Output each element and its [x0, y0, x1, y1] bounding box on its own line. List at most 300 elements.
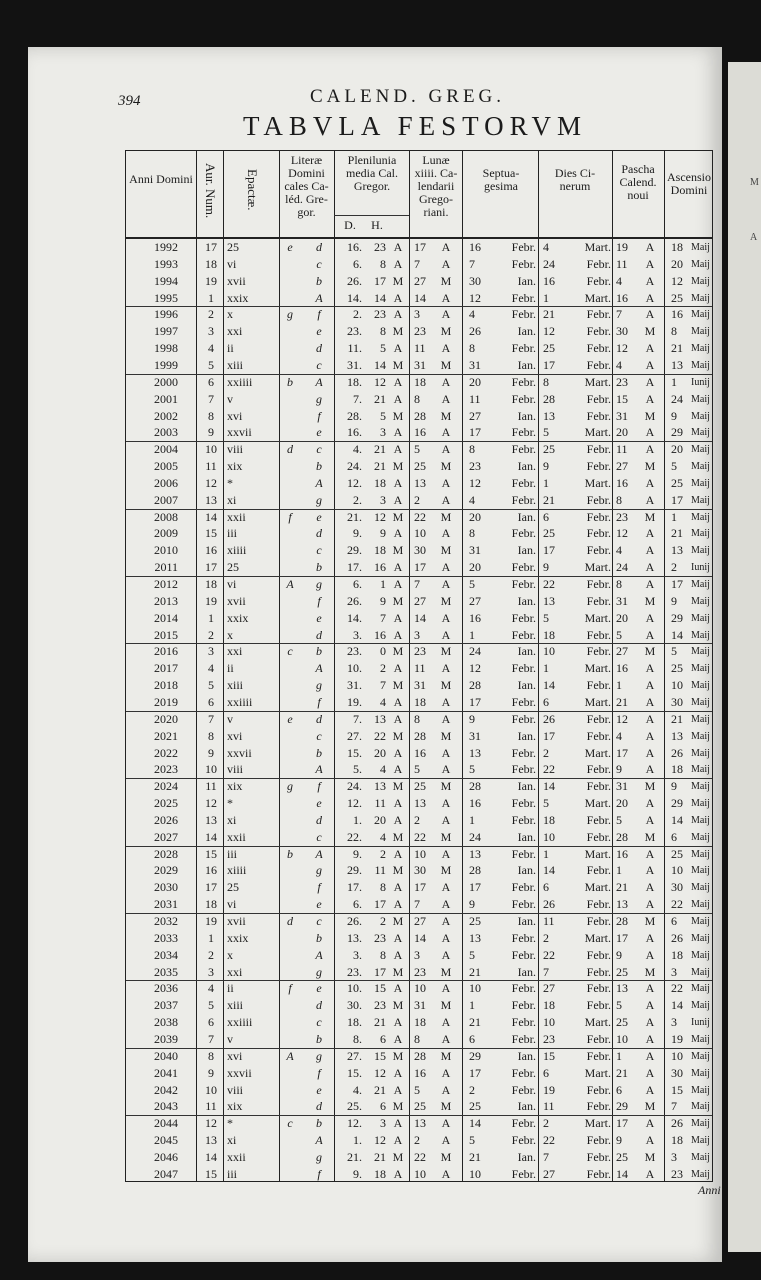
cell-ph: 12: [374, 374, 386, 389]
cell-cm: Mart.: [584, 1116, 611, 1131]
cell-cm: Febr.: [586, 459, 611, 474]
cell-pl: A: [393, 1116, 403, 1131]
cell-aur: 13: [205, 492, 217, 507]
cell-ph: 8: [380, 947, 386, 962]
cell-cm: Febr.: [586, 1031, 611, 1046]
cell-year: 2013: [154, 593, 178, 608]
cell-pad: 21: [616, 694, 628, 709]
cell-ld: 25: [414, 459, 426, 474]
cell-ld: 2: [414, 812, 420, 827]
cell-sd: 28: [469, 779, 481, 794]
cell-cm: Febr.: [586, 728, 611, 743]
table-row: [126, 696, 712, 709]
cell-year: 2020: [154, 711, 178, 726]
cell-ld: 30: [414, 543, 426, 558]
table-row: [126, 1100, 712, 1113]
cell-pd: 1.: [353, 812, 362, 827]
cell-sm: Febr.: [511, 492, 536, 507]
cell-am: Maij: [691, 1151, 710, 1163]
cell-ad: 19: [671, 1031, 683, 1046]
cell-am: Maij: [691, 359, 710, 371]
cell-sm: Ian.: [517, 1099, 536, 1114]
cell-pad: 20: [616, 425, 628, 440]
cell-l2: e: [316, 897, 322, 912]
cell-am: Maij: [691, 916, 710, 927]
cell-l2: d: [316, 341, 322, 356]
cell-sm: Febr.: [511, 627, 536, 642]
table-row: [126, 999, 712, 1012]
cell-pal: A: [645, 863, 655, 878]
cell-cm: Mart.: [584, 796, 611, 811]
cell-ll: A: [441, 374, 451, 389]
cell-sd: 17: [469, 1065, 481, 1080]
cell-ph: 18: [374, 543, 386, 558]
cell-ll: M: [440, 408, 452, 423]
cell-cm: Febr.: [586, 998, 611, 1013]
cell-pal: M: [644, 1099, 656, 1114]
cell-ph: 21: [374, 1149, 386, 1164]
cell-ad: 21: [671, 341, 683, 356]
cell-pl: M: [392, 408, 404, 423]
cell-am: Maij: [691, 477, 710, 489]
cell-am: Maij: [691, 882, 710, 894]
cell-pad: 19: [616, 240, 628, 254]
cell-ll: A: [441, 290, 451, 305]
cell-ph: 17: [374, 897, 386, 912]
cell-cm: Febr.: [586, 1166, 611, 1181]
cell-pal: A: [645, 661, 655, 676]
cell-pal: A: [645, 425, 655, 440]
cell-pl: M: [392, 829, 404, 844]
cell-sd: 26: [469, 324, 481, 339]
cell-pl: M: [392, 273, 404, 288]
cell-aur: 7: [208, 391, 214, 406]
cell-aur: 5: [208, 357, 214, 372]
cell-cm: Mart.: [584, 930, 611, 945]
cell-pad: 21: [616, 1065, 628, 1080]
cell-ll: A: [441, 694, 451, 709]
cell-epa: xix: [227, 459, 243, 474]
cell-ld: 23: [414, 964, 426, 979]
cell-l2: g: [316, 863, 322, 878]
cell-ld: 8: [414, 1031, 420, 1046]
cell-ll: A: [441, 577, 451, 591]
cell-cd: 6: [543, 509, 549, 524]
cell-am: Maij: [691, 1118, 710, 1130]
cell-year: 2040: [154, 1048, 178, 1063]
cell-year: 2023: [154, 762, 178, 777]
cell-aur: 2: [208, 307, 214, 322]
cell-sd: 10: [469, 981, 481, 996]
cell-l2: e: [316, 1082, 322, 1097]
cell-ph: 13: [374, 779, 386, 794]
cell-l2: A: [315, 947, 323, 962]
cell-cm: Febr.: [586, 914, 611, 928]
cell-pal: M: [644, 644, 656, 659]
cell-sd: 5: [469, 1133, 475, 1148]
cell-epa: xxii: [227, 1149, 246, 1164]
cell-epa: xiii: [227, 357, 244, 372]
cell-ld: 18: [414, 694, 426, 709]
cell-pl: A: [393, 745, 403, 760]
cell-ll: A: [441, 745, 451, 760]
cell-sm: Ian.: [517, 509, 536, 524]
cell-sm: Ian.: [517, 543, 536, 558]
cell-cm: Febr.: [586, 711, 611, 726]
cell-aur: 2: [208, 947, 214, 962]
cell-ll: A: [441, 711, 451, 726]
cell-aur: 10: [205, 1082, 217, 1097]
cell-ld: 10: [414, 981, 426, 996]
cell-epa: xxvii: [227, 1065, 252, 1080]
cell-cm: Febr.: [586, 593, 611, 608]
cell-epa: x: [227, 307, 233, 322]
header-ascensio: Ascensio Domini: [667, 170, 711, 197]
cell-am: Maij: [691, 1050, 710, 1062]
cell-ad: 12: [671, 273, 683, 288]
cell-pal: M: [644, 459, 656, 474]
cell-cm: Mart.: [584, 560, 611, 575]
cell-am: Maij: [691, 730, 710, 742]
cell-epa: xvi: [227, 1048, 243, 1063]
cell-ph: 15: [374, 981, 386, 996]
cell-am: Maij: [691, 680, 710, 692]
cell-ad: 29: [671, 796, 683, 811]
cell-pd: 8.: [353, 1031, 362, 1046]
cell-sm: Ian.: [517, 829, 536, 844]
cell-cm: Febr.: [586, 543, 611, 558]
cell-pl: A: [393, 1082, 403, 1097]
cell-pal: A: [645, 560, 655, 575]
cell-pl: M: [392, 863, 404, 878]
cell-cd: 15: [543, 1048, 555, 1063]
cell-cm: Febr.: [586, 357, 611, 372]
cell-l1: f: [288, 509, 292, 524]
cell-am: Maij: [691, 949, 710, 961]
table-row: [126, 426, 712, 439]
cell-pd: 11.: [347, 341, 362, 356]
cell-ad: 13: [671, 543, 683, 558]
cell-sd: 31: [469, 543, 481, 558]
cell-sd: 2: [469, 1082, 475, 1097]
cell-pl: M: [392, 1048, 404, 1063]
cell-am: Maij: [691, 1033, 710, 1045]
cell-ad: 23: [671, 1166, 683, 1181]
cell-ad: 10: [671, 1048, 683, 1063]
cell-pad: 9: [616, 762, 622, 777]
cell-l2: b: [316, 745, 322, 760]
table-row: [126, 713, 712, 726]
cell-epa: xxi: [227, 964, 243, 979]
cell-pad: 12: [616, 341, 628, 356]
cell-pd: 21.: [347, 1149, 362, 1164]
cell-sm: Febr.: [511, 812, 536, 827]
cell-sd: 27: [469, 593, 481, 608]
cell-pl: A: [393, 796, 403, 811]
running-head: CALEND. GREG.: [310, 86, 506, 107]
cell-aur: 7: [208, 711, 214, 726]
cell-epa: xiiii: [227, 863, 247, 878]
cell-pd: 5.: [353, 762, 362, 777]
cell-l2: g: [316, 492, 322, 507]
cell-am: Maij: [691, 966, 710, 978]
cell-ad: 20: [671, 442, 683, 457]
cell-ld: 17: [414, 560, 426, 575]
cell-ld: 2: [414, 1133, 420, 1148]
table-row: [126, 1016, 712, 1029]
cell-am: Maij: [691, 899, 710, 911]
cell-year: 2044: [154, 1116, 178, 1131]
cell-pad: 29: [616, 1099, 628, 1114]
cell-pal: A: [645, 880, 655, 895]
cell-ph: 17: [374, 964, 386, 979]
cell-ph: 12: [374, 1133, 386, 1148]
cell-pal: A: [645, 745, 655, 760]
cell-pl: A: [393, 1166, 403, 1181]
cell-pal: A: [645, 930, 655, 945]
cell-pd: 31.: [347, 678, 362, 693]
cell-ll: M: [440, 998, 452, 1013]
cell-am: Maij: [691, 1000, 710, 1012]
cell-year: 2027: [154, 829, 178, 844]
cell-l2: A: [315, 846, 323, 861]
cell-pd: 22.: [347, 829, 362, 844]
cell-ad: 13: [671, 357, 683, 372]
cell-pd: 10.: [347, 661, 362, 676]
cell-pd: 7.: [353, 711, 362, 726]
cell-pad: 12: [616, 711, 628, 726]
cell-ph: 21: [374, 391, 386, 406]
cell-ld: 7: [414, 897, 420, 912]
cell-pad: 27: [616, 459, 628, 474]
cell-l1: c: [287, 644, 293, 659]
cell-l2: e: [316, 610, 322, 625]
cell-cd: 17: [543, 357, 555, 372]
cell-epa: vi: [227, 897, 237, 912]
cell-pl: A: [393, 256, 403, 271]
cell-epa: viii: [227, 442, 244, 457]
cell-pad: 1: [616, 1048, 622, 1063]
cell-cd: 13: [543, 408, 555, 423]
cell-aur: 9: [208, 425, 214, 440]
cell-cd: 24: [543, 256, 555, 271]
table-row: [126, 612, 712, 625]
cell-sm: Ian.: [517, 593, 536, 608]
cell-ad: 25: [671, 661, 683, 676]
cell-ad: 10: [671, 863, 683, 878]
cell-ad: 30: [671, 880, 683, 895]
cell-am: Iunij: [691, 562, 710, 574]
cell-pl: M: [392, 678, 404, 693]
cell-year: 1994: [154, 273, 178, 288]
cell-cd: 26: [543, 711, 555, 726]
cell-pal: A: [645, 812, 655, 827]
cell-year: 2041: [154, 1065, 178, 1080]
cell-sm: Febr.: [511, 307, 536, 322]
cell-pal: M: [644, 779, 656, 794]
cell-ad: 18: [671, 947, 683, 962]
cell-pd: 4.: [353, 442, 362, 457]
cell-pad: 25: [616, 1149, 628, 1164]
cell-aur: 10: [205, 762, 217, 777]
cell-am: Maij: [691, 865, 710, 877]
cell-pal: A: [645, 1133, 655, 1148]
cell-pl: A: [393, 846, 403, 861]
cell-l1: e: [287, 711, 293, 726]
cell-sm: Febr.: [511, 930, 536, 945]
cell-pal: A: [645, 1116, 655, 1131]
cell-pal: A: [645, 442, 655, 457]
cell-pal: A: [645, 981, 655, 996]
cell-epa: *: [227, 796, 233, 811]
cell-cd: 2: [543, 930, 549, 945]
table-row: [126, 898, 712, 911]
cell-pd: 30.: [347, 998, 362, 1013]
cell-sd: 5: [469, 577, 475, 591]
cell-ad: 1: [671, 374, 677, 389]
cell-pl: A: [393, 897, 403, 912]
cell-ll: M: [440, 964, 452, 979]
table-row: [126, 966, 712, 979]
cell-ad: 25: [671, 846, 683, 861]
cell-year: 2030: [154, 880, 178, 895]
cell-pad: 31: [616, 408, 628, 423]
cell-am: Maij: [691, 275, 710, 287]
cell-aur: 7: [208, 1031, 214, 1046]
cell-cd: 5: [543, 425, 549, 440]
cell-am: Maij: [691, 1135, 710, 1147]
cell-ph: 9: [380, 526, 386, 541]
cell-year: 2039: [154, 1031, 178, 1046]
cell-pd: 23.: [347, 324, 362, 339]
table-row: [126, 730, 712, 743]
cell-pd: 3.: [353, 947, 362, 962]
cell-ph: 4: [380, 829, 386, 844]
festival-table: [125, 150, 713, 1182]
cell-ll: M: [440, 357, 452, 372]
cell-cd: 17: [543, 543, 555, 558]
cell-ad: 26: [671, 1116, 683, 1131]
cell-pad: 16: [616, 661, 628, 676]
cell-sm: Febr.: [511, 1082, 536, 1097]
cell-pd: 16.: [347, 425, 362, 440]
cell-aur: 8: [208, 408, 214, 423]
cell-pad: 31: [616, 779, 628, 794]
header-anni: Anni Domini: [129, 172, 193, 186]
cell-sm: Febr.: [511, 1133, 536, 1148]
cell-year: 2016: [154, 644, 178, 659]
cell-pd: 15.: [347, 1065, 362, 1080]
cell-ph: 21: [374, 442, 386, 457]
cell-sm: Febr.: [511, 256, 536, 271]
cell-sd: 17: [469, 425, 481, 440]
cell-ll: A: [441, 930, 451, 945]
cell-ld: 3: [414, 627, 420, 642]
table-row: [126, 494, 712, 507]
cell-cd: 22: [543, 947, 555, 962]
cell-cd: 5: [543, 796, 549, 811]
cell-pl: A: [393, 661, 403, 676]
cell-pad: 11: [616, 256, 628, 271]
table-row: [126, 1117, 712, 1130]
cell-sm: Febr.: [511, 1015, 536, 1030]
cell-sd: 9: [469, 897, 475, 912]
cell-aur: 19: [205, 593, 217, 608]
cell-aur: 3: [208, 324, 214, 339]
cell-pl: A: [393, 290, 403, 305]
cell-pd: 19.: [347, 694, 362, 709]
cell-pal: A: [645, 526, 655, 541]
cell-year: 2014: [154, 610, 178, 625]
cell-sm: Febr.: [511, 897, 536, 912]
cell-l2: A: [315, 1133, 323, 1148]
cell-aur: 14: [205, 1149, 217, 1164]
cell-ph: 16: [374, 560, 386, 575]
cell-aur: 17: [205, 240, 217, 254]
cell-year: 2001: [154, 391, 178, 406]
cell-l2: d: [316, 627, 322, 642]
cell-ll: M: [440, 543, 452, 558]
header-h: H.: [371, 218, 383, 232]
cell-cm: Febr.: [586, 644, 611, 659]
cell-ll: A: [441, 1015, 451, 1030]
cell-ph: 18: [374, 475, 386, 490]
cell-ad: 18: [671, 1133, 683, 1148]
cell-aur: 4: [208, 341, 214, 356]
cell-l2: c: [316, 543, 322, 558]
cell-year: 1995: [154, 290, 178, 305]
cell-ad: 7: [671, 1099, 677, 1114]
cell-pd: 27.: [347, 728, 362, 743]
cell-ad: 14: [671, 812, 683, 827]
cell-ph: 2: [380, 914, 386, 928]
cell-pad: 20: [616, 796, 628, 811]
cell-pal: A: [645, 341, 655, 356]
cell-sd: 12: [469, 661, 481, 676]
cell-sd: 7: [469, 256, 475, 271]
cell-sd: 20: [469, 374, 481, 389]
cell-ad: 1: [671, 509, 677, 524]
cell-ad: 9: [671, 593, 677, 608]
cell-epa: xxi: [227, 324, 243, 339]
cell-cm: Mart.: [584, 425, 611, 440]
cell-ll: A: [441, 475, 451, 490]
cell-aur: 12: [205, 796, 217, 811]
cell-ll: A: [441, 1133, 451, 1148]
header-epactae: Epactæ.: [245, 169, 260, 211]
cell-pd: 13.: [347, 930, 362, 945]
header-literae: Literæ Domini cales Ca-léd. Gre-gor.: [284, 153, 329, 219]
table-row: [126, 342, 712, 355]
cell-year: 2008: [154, 509, 178, 524]
cell-ld: 27: [414, 273, 426, 288]
cell-pad: 23: [616, 509, 628, 524]
cell-ll: M: [440, 273, 452, 288]
cell-sd: 21: [469, 964, 481, 979]
cell-pad: 1: [616, 863, 622, 878]
cell-cd: 25: [543, 526, 555, 541]
cell-ll: M: [440, 1149, 452, 1164]
cell-pd: 18.: [347, 1015, 362, 1030]
cell-aur: 14: [205, 829, 217, 844]
cell-ll: M: [440, 644, 452, 659]
table-row: [126, 662, 712, 675]
cell-cm: Febr.: [586, 1133, 611, 1148]
cell-epa: xxix: [227, 290, 249, 305]
cell-l2: e: [316, 509, 322, 524]
cell-sd: 23: [469, 459, 481, 474]
cell-ph: 20: [374, 745, 386, 760]
